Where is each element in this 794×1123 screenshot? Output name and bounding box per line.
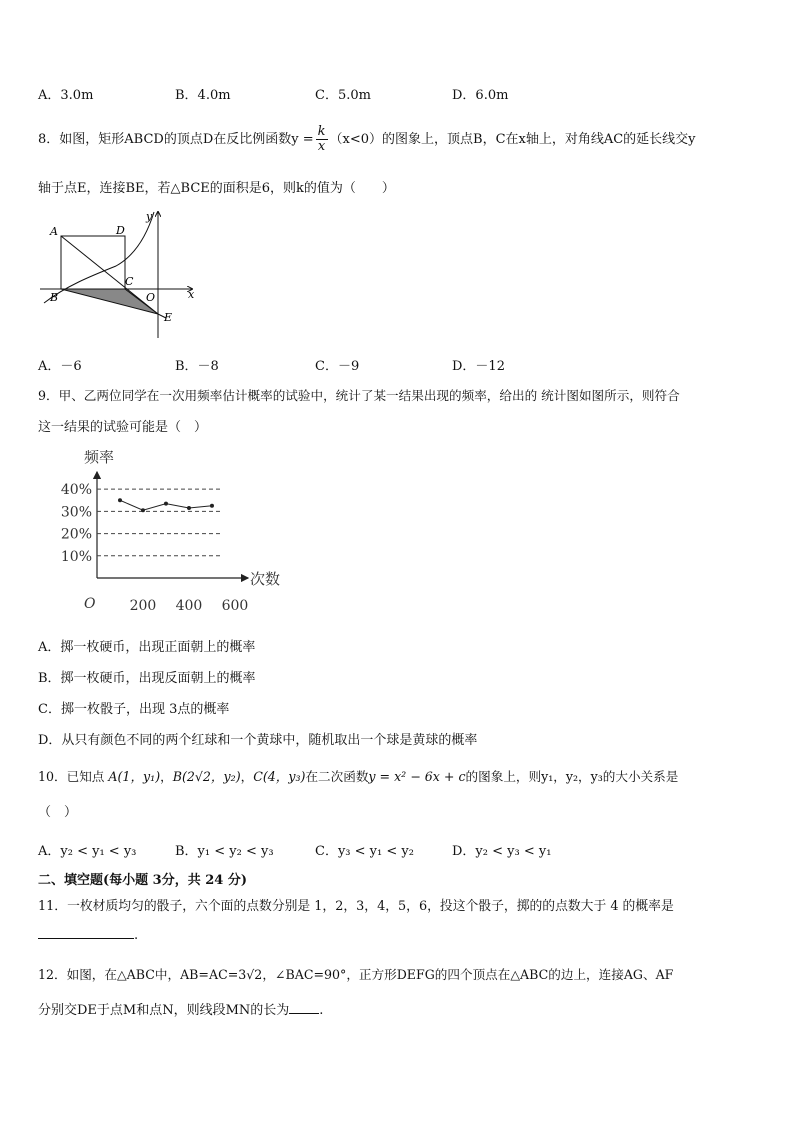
q8-option-a: A．－6 (38, 359, 82, 374)
q9-option-d: D．从只有颜色不同的两个红球和一个黄球中，随机取出一个球是黄球的概率 (38, 733, 478, 748)
y-tick-label: 10% (60, 548, 92, 565)
q8-option-d: D．－12 (452, 359, 505, 374)
diagonal-ac-extended (61, 236, 158, 314)
q12-line1: 12．如图，在△ABC中，AB=AC=3√2，∠BAC=90°，正方形DEFG的四个顶点在△ABC的边上，连接AG、AF (38, 967, 674, 982)
q8-option-c: C．－9 (315, 359, 360, 374)
q11-line2 (38, 928, 138, 943)
q9-option-c: C．掷一枚骰子，出现 3点的概率 (38, 702, 230, 717)
data-point (141, 508, 145, 512)
q12-answer-blank (289, 1003, 319, 1014)
q10-line1-mid: 在二次函数 (305, 769, 369, 784)
y-tick-label: 20% (60, 526, 92, 543)
label-b: B (50, 291, 59, 304)
q10-line1-pre: 10．已知点 (38, 769, 105, 784)
q8-figure (36, 208, 206, 340)
q9-line2: 这一结果的试验可能是（ ） (38, 420, 208, 435)
q10-point-a: A(1，y₁) (108, 769, 161, 784)
x-tick-label: 600 (221, 598, 249, 614)
label-d: D (116, 224, 125, 237)
q8-line2: 轴于点E，连接BE，若△BCE的面积是6，则k的值为（ ） (38, 181, 395, 196)
data-point (118, 498, 122, 502)
q12-line2-text: 分别交DE于点M和点N，则线段MN的长为 (38, 1003, 290, 1018)
frequency-chart (50, 450, 300, 618)
label-y: y (146, 210, 153, 223)
q8-frac-num: k (317, 124, 326, 139)
chart-x-label: 次数 (250, 570, 281, 588)
section-2-heading: 二、填空题(每小题 3分，共 24 分) (38, 873, 248, 888)
q11-answer-blank (38, 928, 134, 939)
label-c: C (125, 275, 134, 288)
chart-x-ticks (130, 598, 249, 614)
q11-line1: 11．一枚材质均匀的骰子，六个面的点数分别是 1，2，3，4，5，6，投这个骰子，掷的的点数大于 4 的概率是 (38, 899, 674, 914)
q10-option-c: C．y₃ < y₁ < y₂ (315, 844, 414, 859)
label-o: O (146, 291, 156, 304)
y-tick-label: 30% (60, 504, 92, 521)
label-e: E (164, 311, 173, 324)
label-x: x (188, 288, 195, 301)
q12-line2 (38, 999, 323, 1018)
chart-y-label: 频率 (84, 450, 115, 466)
label-a: A (50, 225, 58, 238)
q8-fraction (316, 125, 328, 154)
q8-line1-pre: 8．如图，矩形ABCD的顶点D在反比例函数y = (38, 132, 314, 147)
q10-line1: 10．已知点 A(1，y₁)，B(2√2，y₂)，C(4，y₃)在二次函数y = x² − 6x + c的图象上，则y₁，y₂，y₃的大小关系是 (38, 769, 679, 784)
q10-option-d: D．y₂ < y₃ < y₁ (452, 844, 552, 859)
chart-y-ticks (61, 482, 92, 565)
data-point (210, 504, 214, 508)
y-tick-label: 40% (60, 482, 92, 499)
q8-frac-den: x (317, 139, 326, 154)
q8-line1-post: （x<0）的图象上，顶点B，C在x轴上，对角线AC的延长线交y (329, 132, 696, 147)
q10-line1-post: 的图象上，则y₁，y₂，y₃的大小关系是 (465, 769, 679, 784)
q10-function: y = x² − 6x + c (368, 769, 466, 784)
q8-line1 (38, 125, 696, 154)
x-tick-label: 400 (175, 598, 203, 614)
chart-gridlines (97, 489, 222, 556)
q9-option-a: A．掷一枚硬币，出现正面朝上的概率 (38, 640, 256, 655)
q7-option-c: C．5.0m (315, 88, 371, 103)
q11-line2-end: . (134, 928, 139, 943)
q9-line1: 9．甲、乙两位同学在一次用频率估计概率的试验中，统计了某一结果出现的频率，给出的 统计图如图所示，则符合 (38, 388, 680, 403)
q9-option-b: B．掷一枚硬币，出现反面朝上的概率 (38, 671, 256, 686)
q7-option-a: A．3.0m (38, 88, 94, 103)
q10-point-b: B(2√2，y₂) (172, 769, 241, 784)
q7-option-d: D．6.0m (452, 88, 509, 103)
q10-line2: （ ） (38, 805, 78, 820)
x-tick-label: 200 (129, 598, 157, 614)
q7-option-b: B．4.0m (175, 88, 231, 103)
q10-option-a: A．y₂ < y₁ < y₃ (38, 844, 137, 859)
chart-origin-label: O (84, 596, 96, 612)
data-point (187, 506, 191, 510)
triangle-bce (61, 289, 158, 314)
q10-option-b: B．y₁ < y₂ < y₃ (175, 844, 274, 859)
q10-point-c: C(4，y₃) (253, 769, 306, 784)
chart-series (118, 498, 214, 512)
q8-option-b: B．－8 (175, 359, 219, 374)
data-point (164, 502, 168, 506)
q12-line2-end: . (319, 1003, 324, 1018)
